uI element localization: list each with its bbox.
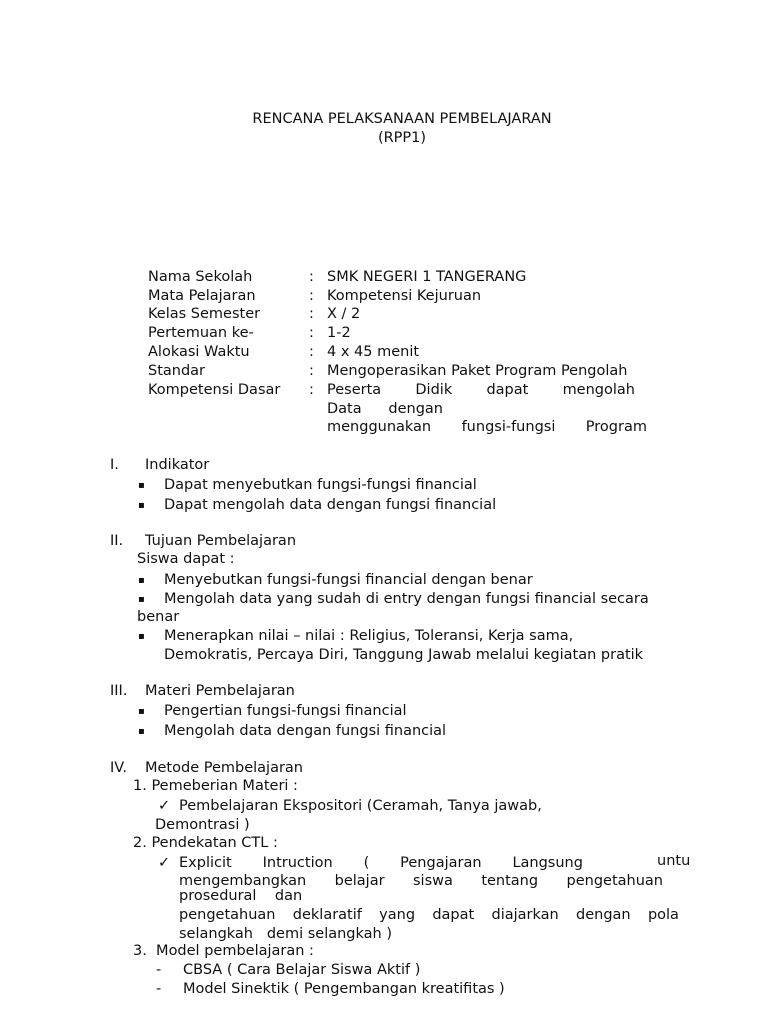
kd-word: mengolah [562, 382, 635, 398]
value-pertemuan: 1-2 [327, 325, 351, 341]
colon: : [309, 344, 314, 360]
list-item: Mengolah data yang sudah di entry dengan fungsi financial secara [164, 591, 649, 607]
kd-word: Peserta [327, 382, 382, 398]
square-bullet-icon: ▪ [138, 575, 145, 586]
list-item: Pembelajaran Ekspositori (Ceramah, Tanya jawab, [179, 798, 542, 814]
document-subtitle: (RPP1) [377, 130, 427, 146]
ctl-word: siswa [412, 873, 453, 889]
label-kompetensi-dasar: Kompetensi Dasar [148, 382, 281, 398]
ctl-word: Explicit [179, 855, 232, 871]
numbered-item: 1. Pemeberian Materi : [133, 778, 298, 794]
section-title: Indikator [145, 457, 210, 473]
list-item-continuation: Demontrasi ) [155, 817, 250, 833]
ctl-word: pengetahuan [566, 873, 663, 889]
numbered-item: 2. Pendekatan CTL : [133, 835, 278, 851]
ctl-line-4 [179, 906, 679, 925]
square-bullet-icon: ▪ [138, 631, 145, 642]
ctl-word: Intruction [262, 855, 333, 871]
label-kelas-semester: Kelas Semester [148, 306, 261, 322]
label-nama-sekolah: Nama Sekolah [148, 269, 253, 285]
label-standar: Standar [148, 363, 206, 379]
ctl-word: pengetahuan [179, 907, 276, 923]
dash-icon: - [156, 981, 162, 997]
kd-line-2 [327, 400, 443, 419]
ctl-word: tentang [481, 873, 539, 889]
value-alokasi-waktu: 4 x 45 menit [327, 344, 420, 360]
colon: : [309, 288, 314, 304]
ctl-word: dengan [576, 907, 631, 923]
square-bullet-icon: ▪ [138, 726, 145, 737]
value-kelas-semester: X / 2 [327, 306, 361, 322]
kd-word: dengan [388, 401, 443, 417]
check-icon: ✓ [158, 798, 171, 814]
dash-icon: - [156, 962, 162, 978]
section-intro: Siswa dapat : [137, 551, 235, 567]
square-bullet-icon: ▪ [138, 706, 145, 717]
square-bullet-icon: ▪ [138, 480, 145, 491]
ctl-word: belajar [334, 873, 385, 889]
ctl-word: mengembangkan [179, 873, 307, 889]
list-item: Menyebutkan fungsi-fungsi financial dengan benar [164, 572, 533, 588]
section-number: IV. [110, 760, 127, 776]
label-pertemuan: Pertemuan ke- [148, 325, 254, 341]
kd-word: dapat [486, 382, 529, 398]
ctl-line-5: selangkah demi selangkah ) [179, 926, 392, 942]
square-bullet-icon: ▪ [138, 500, 145, 511]
section-number: III. [110, 683, 128, 699]
list-item-continuation: benar [137, 609, 180, 625]
kd-word: menggunakan [327, 419, 432, 435]
ctl-word: ( [363, 855, 370, 871]
value-standar: Mengoperasikan Paket Program Pengolah [327, 363, 628, 379]
section-title: Materi Pembelajaran [145, 683, 295, 699]
value-nama-sekolah: SMK NEGERI 1 TANGERANG [327, 269, 527, 285]
label-mata-pelajaran: Mata Pelajaran [148, 288, 256, 304]
ctl-word: dapat [432, 907, 475, 923]
ctl-word: diajarkan [491, 907, 559, 923]
kd-line-3 [327, 418, 647, 441]
section-title: Tujuan Pembelajaran [145, 533, 297, 549]
list-item: Pengertian fungsi-fungsi financial [164, 703, 407, 719]
kd-word: Didik [415, 382, 453, 398]
document-title: RENCANA PELAKSANAAN PEMBELAJARAN [252, 111, 552, 127]
ctl-line-3: prosedural dan [179, 888, 303, 904]
check-icon: ✓ [158, 855, 171, 871]
ctl-word: Pengajaran [400, 855, 482, 871]
list-item: CBSA ( Cara Belajar Siswa Aktif ) [183, 962, 421, 978]
list-item: Mengolah data dengan fungsi financial [164, 723, 447, 739]
list-item: Model Sinektik ( Pengembangan kreatifitas ) [183, 981, 505, 997]
list-item: Dapat menyebutkan fungsi-fungsi financial [164, 477, 477, 493]
label-alokasi-waktu: Alokasi Waktu [148, 344, 250, 360]
kd-word: Data [327, 401, 362, 417]
ctl-word: deklaratif [292, 907, 362, 923]
ctl-word: Langsung [512, 855, 583, 871]
value-mata-pelajaran: Kompetensi Kejuruan [327, 288, 482, 304]
colon: : [309, 363, 314, 379]
colon: : [309, 325, 314, 341]
ctl-overflow-word: untu [657, 853, 691, 869]
colon: : [309, 382, 314, 398]
square-bullet-icon: ▪ [138, 594, 145, 605]
ctl-line-1 [179, 854, 583, 873]
colon: : [309, 306, 314, 322]
kd-word: fungsi-fungsi [461, 419, 556, 435]
kd-line-1 [327, 381, 635, 400]
section-number: II. [110, 533, 124, 549]
ctl-word: yang [379, 907, 416, 923]
section-title: Metode Pembelajaran [145, 760, 303, 776]
ctl-word: pola [647, 907, 679, 923]
list-item: Dapat mengolah data dengan fungsi financial [164, 497, 497, 513]
list-item: Menerapkan nilai – nilai : Religius, Toleransi, Kerja sama, [164, 628, 574, 644]
kd-word: Program [585, 419, 647, 435]
section-number: I. [110, 457, 119, 473]
list-item-continuation: Demokratis, Percaya Diri, Tanggung Jawab melalui kegiatan pratik [164, 647, 644, 663]
colon: : [309, 269, 314, 285]
numbered-item: 3. Model pembelajaran : [133, 943, 314, 959]
